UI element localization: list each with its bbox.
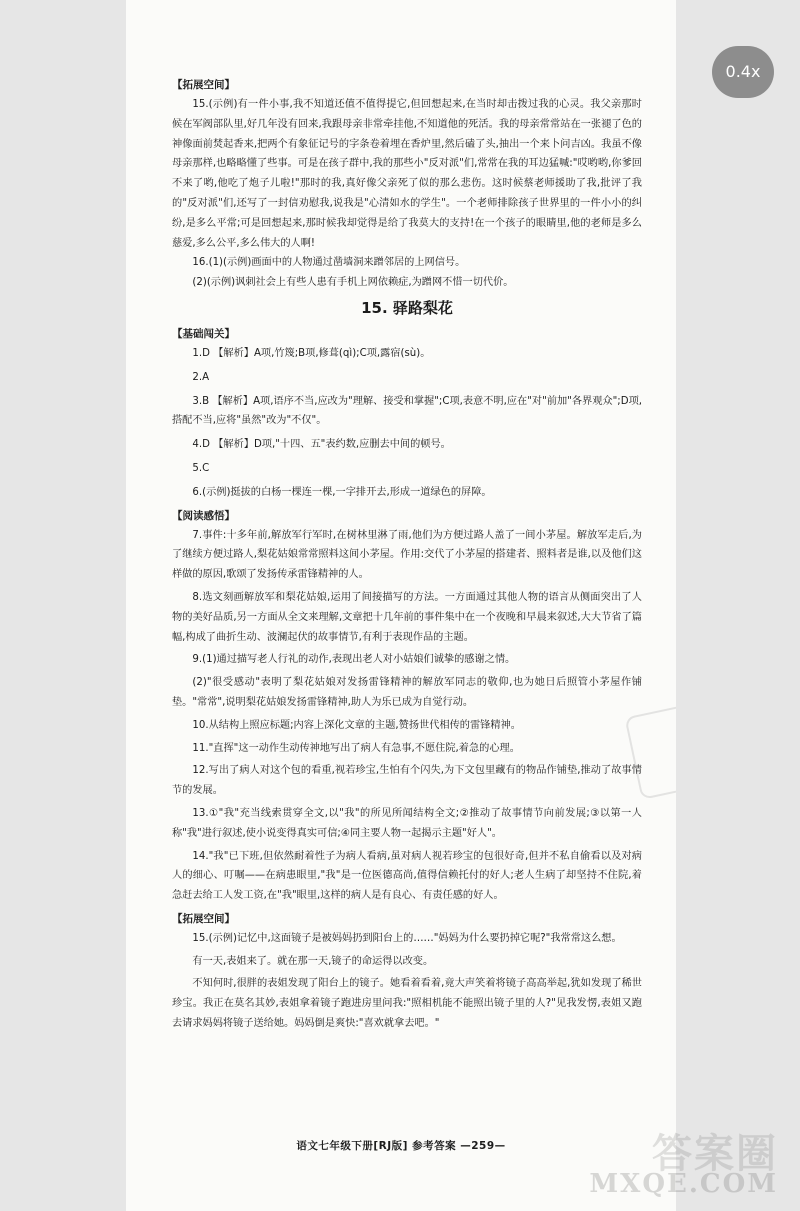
basic-item: 1.D 【解析】A项,竹篾;B项,修葺(qì);C项,露宿(sù)。 [192, 347, 431, 359]
reading-item: 13.①"我"充当线索贯穿全文,以"我"的所见所闻结构全文;②推动了故事情节向前发展;③以第一人称"我"进行叙述,使小说变得真实可信;④同主要人物一起揭示主题"好人"。 [172, 807, 642, 839]
answer-15-prev: 15.(示例)有一件小事,我不知道还值不值得提它,但回想起来,在当时却击拨过我的心灵。我父亲那时候在军阀部队里,好几年没有回来,我跟母亲非常牵挂他,不知道他的死活。我的母亲常常站在一张褪了色的神像面前焚起香来,把两个有象征记号的字条卷着埋在香炉里,然后磕了头,抽出一个来卜问吉凶。我虽不像母亲那样,也略略懂了些事。可是在孩子群中,我的那些小"反对派"们,常常在我的耳边猛喊:"哎哟哟,你爹回不来了哟,他吃了炮子儿啦!"那时的我,真好像父亲死了似的那么悲伤。这时候蔡老师援助了我,批评了我的"反对派"们,还写了一封信劝慰我,说我是"心清如水的学生"。一个老师排除孩子世界里的一件小小的纠纷,是多么平常;可是回想起来,那时候我却觉得是给了我莫大的支持!在一个孩子的眼睛里,他的老师是多么慈爱,多么公平,多么伟大的人啊! [172, 99, 642, 249]
answer-16-2: (2)(示例)讽刺社会上有些人患有手机上网依赖症,为蹭网不惜一切代价。 [192, 277, 514, 289]
reading-item: (2)"很受感动"表明了梨花姑娘对发扬雷锋精神的解放军同志的敬仰,也为她日后照管小茅屋作铺垫。"常常",说明梨花姑娘发扬雷锋精神,助人为乐已成为自觉行动。 [172, 677, 642, 708]
basic-item: 5.C [192, 462, 210, 474]
reading-item: 8.选文刻画解放军和梨花姑娘,运用了间接描写的方法。一方面通过其他人物的语言从侧面突出了人物的美好品质,另一方面从全文来理解,文章把十几年前的事件集中在一个夜晚和早晨来叙述,大大节省了篇幅,构成了曲折生动、波澜起伏的故事情节,有利于表现作品的主题。 [172, 591, 642, 643]
extension-para: 不知何时,很胖的表姐发现了阳台上的镜子。她看着看着,竟大声笑着将镜子高高举起,犹如发现了稀世珍宝。我正在莫名其妙,表姐拿着镜子跑进房里问我:"照相机能不能照出镜子里的人?"见我发愣,表姐又跑去请求妈妈将镜子送给她。妈妈倒是爽快:"喜欢就拿去吧。" [172, 978, 642, 1030]
basic-item: 3.B 【解析】A项,语序不当,应改为"理解、接受和掌握";C项,表意不明,应在"对"前加"各界观众";D项,搭配不当,应将"虽然"改为"不仅"。 [172, 395, 642, 427]
page-content [172, 72, 642, 1034]
basic-item: 4.D 【解析】D项,"十四、五"表约数,应删去中间的顿号。 [192, 439, 451, 451]
heading-extension-prev: 【拓展空间】 [172, 79, 235, 91]
section-title: 15. 驿路梨花 [361, 298, 453, 317]
extension-para: 有一天,表姐来了。就在那一天,镜子的命运得以改变。 [192, 955, 434, 967]
site-watermark [589, 1130, 778, 1199]
heading-basic: 【基础闯关】 [172, 327, 235, 340]
page-footer: 语文七年级下册[RJ版] 参考答案 —259— [296, 1140, 506, 1152]
reading-item: 10.从结构上照应标题;内容上深化文章的主题,赞扬世代相传的雷锋精神。 [192, 719, 521, 731]
watermark-url: MXQE.COM [589, 1169, 778, 1199]
heading-extension: 【拓展空间】 [172, 912, 235, 925]
document-page [126, 0, 676, 1211]
reading-item: 11."直挥"这一动作生动传神地写出了病人有急事,不愿住院,着急的心理。 [192, 742, 520, 754]
extension-para: 15.(示例)记忆中,这面镜子是被妈妈扔到阳台上的……"妈妈为什么要扔掉它呢?"我常常这么想。 [192, 932, 622, 944]
reading-item: 7.事件:十多年前,解放军行军时,在树林里淋了雨,他们为方便过路人盖了一间小茅屋。解放军走后,为了继续方便过路人,梨花姑娘常常照料这间小茅屋。作用:交代了小茅屋的搭建者、照料者是谁,以及他们这样做的原因,歌颂了发扬传承雷锋精神的人。 [172, 529, 642, 581]
reading-item: 14."我"已下班,但依然耐着性子为病人看病,虽对病人视若珍宝的包很好奇,但并不私自偷看以及对病人的细心、叮嘱——在病患眼里,"我"是一位医德高尚,值得信赖托付的好人;老人生病了却坚持不住院,着急赶去给工人发工资,在"我"眼里,这样的病人是有良心、有责任感的好人。 [172, 850, 642, 902]
heading-reading: 【阅读感悟】 [172, 509, 235, 522]
answer-16-1: 16.(1)(示例)画面中的人物通过凿墙洞来蹭邻居的上网信号。 [192, 257, 466, 269]
reading-item: 12.写出了病人对这个包的看重,视若珍宝,生怕有个闪失,为下文包里藏有的物品作铺垫,推动了故事情节的发展。 [172, 765, 642, 797]
reading-item: 9.(1)通过描写老人行礼的动作,表现出老人对小姑娘们诚挚的感谢之情。 [192, 654, 516, 666]
basic-item: 2.A [192, 371, 210, 383]
zoom-level-badge[interactable]: 0.4x [712, 46, 774, 98]
basic-item: 6.(示例)挺拔的白杨一棵连一棵,一字排开去,形成一道绿色的屏障。 [192, 486, 492, 498]
watermark-logo-text: 答案圈 [652, 1130, 778, 1177]
